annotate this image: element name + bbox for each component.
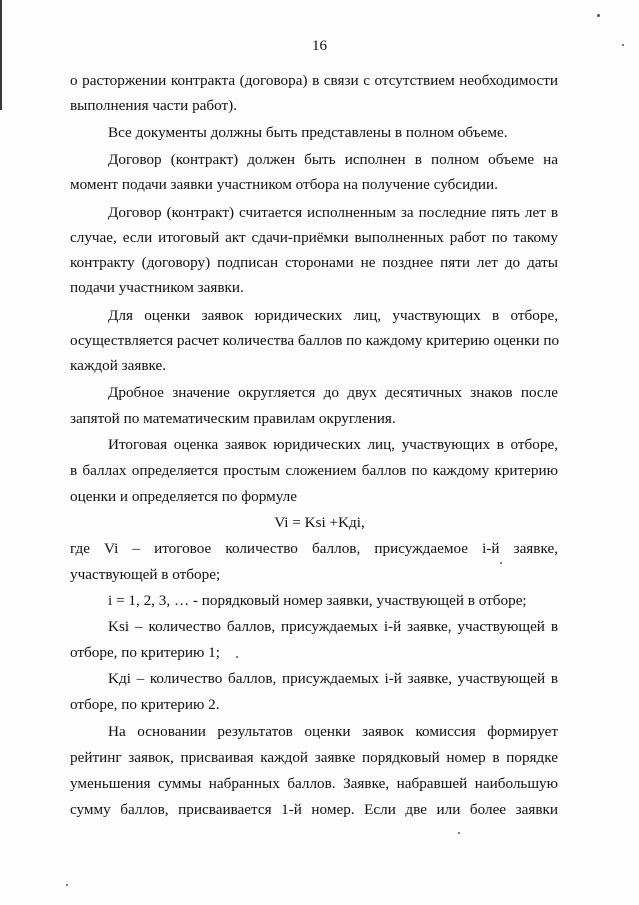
text-line: рейтинг заявок, присваивая каждой заявке порядковый номер в порядке [70,749,558,766]
text-line: сумму баллов, присваивается 1-й номер. Если две или более заявки [70,801,558,818]
text-line: отборе, по критерию 2. [70,696,220,713]
text-line: Для оценки заявок юридических лиц, участвующих в отборе, [108,307,558,324]
scan-speck [597,14,600,17]
text-line: уменьшения суммы набранных баллов. Заявке, набравшей наибольшую [70,775,558,792]
text-line: оценки и определяется по формуле [70,488,297,505]
text-line: На основании результатов оценки заявок комиссия формирует [108,723,558,740]
text-line: запятой по математическим правилам округления. [70,410,396,427]
text-line: Договор (контракт) считается исполненным за последние пять лет в [108,204,558,221]
text-line: Итоговая оценка заявок юридических лиц, участвующих в отборе, [108,436,558,453]
scan-edge [0,0,2,110]
scan-speck [66,884,68,886]
scan-speck [622,44,624,46]
scan-speck [458,832,460,834]
text-line: Kдi – количество баллов, присуждаемых i-й заявке, участвующей в [108,670,558,687]
text-line: Ksi – количество баллов, присуждаемых i-й заявке, участвующей в [108,618,558,635]
text-line: отборе, по критерию 1; [70,644,220,661]
scan-speck [236,656,238,658]
text-line: где Vi – итоговое количество баллов, присуждаемое i-й заявке, [70,540,558,557]
text-line: каждой заявке. [70,357,167,374]
text-line: Договор (контракт) должен быть исполнен в полном объеме на [108,151,558,168]
text-line: момент подачи заявки участником отбора на получение субсидии. [70,176,498,193]
text-line: Все документы должны быть представлены в полном объеме. [108,124,508,141]
text-line: в баллах определяется простым сложением баллов по каждому критерию [70,462,558,479]
text-line: Дробное значение округляется до двух десятичных знаков после [108,384,558,401]
text-line: о расторжении контракта (договора) в связи с отсутствием необходимости [70,72,558,89]
text-line: случае, если итоговый акт сдачи-приёмки выполненных работ по такому [70,229,558,246]
page-number: 16 [312,38,327,54]
text-line: участвующей в отборе; [70,566,221,583]
text-line: выполнения части работ). [70,97,238,114]
text-line: подачи участником заявки. [70,279,244,296]
text-line: i = 1, 2, 3, … - порядковый номер заявки, участвующей в отборе; [108,592,527,609]
scan-speck [500,562,502,564]
formula: Vi = Ksi +Kдi, [274,514,365,531]
text-line: осуществляется расчет количества баллов по каждому критерию оценки по [70,332,560,349]
text-line: контракту (договору) подписан сторонами не позднее пяти лет до даты [70,254,558,271]
